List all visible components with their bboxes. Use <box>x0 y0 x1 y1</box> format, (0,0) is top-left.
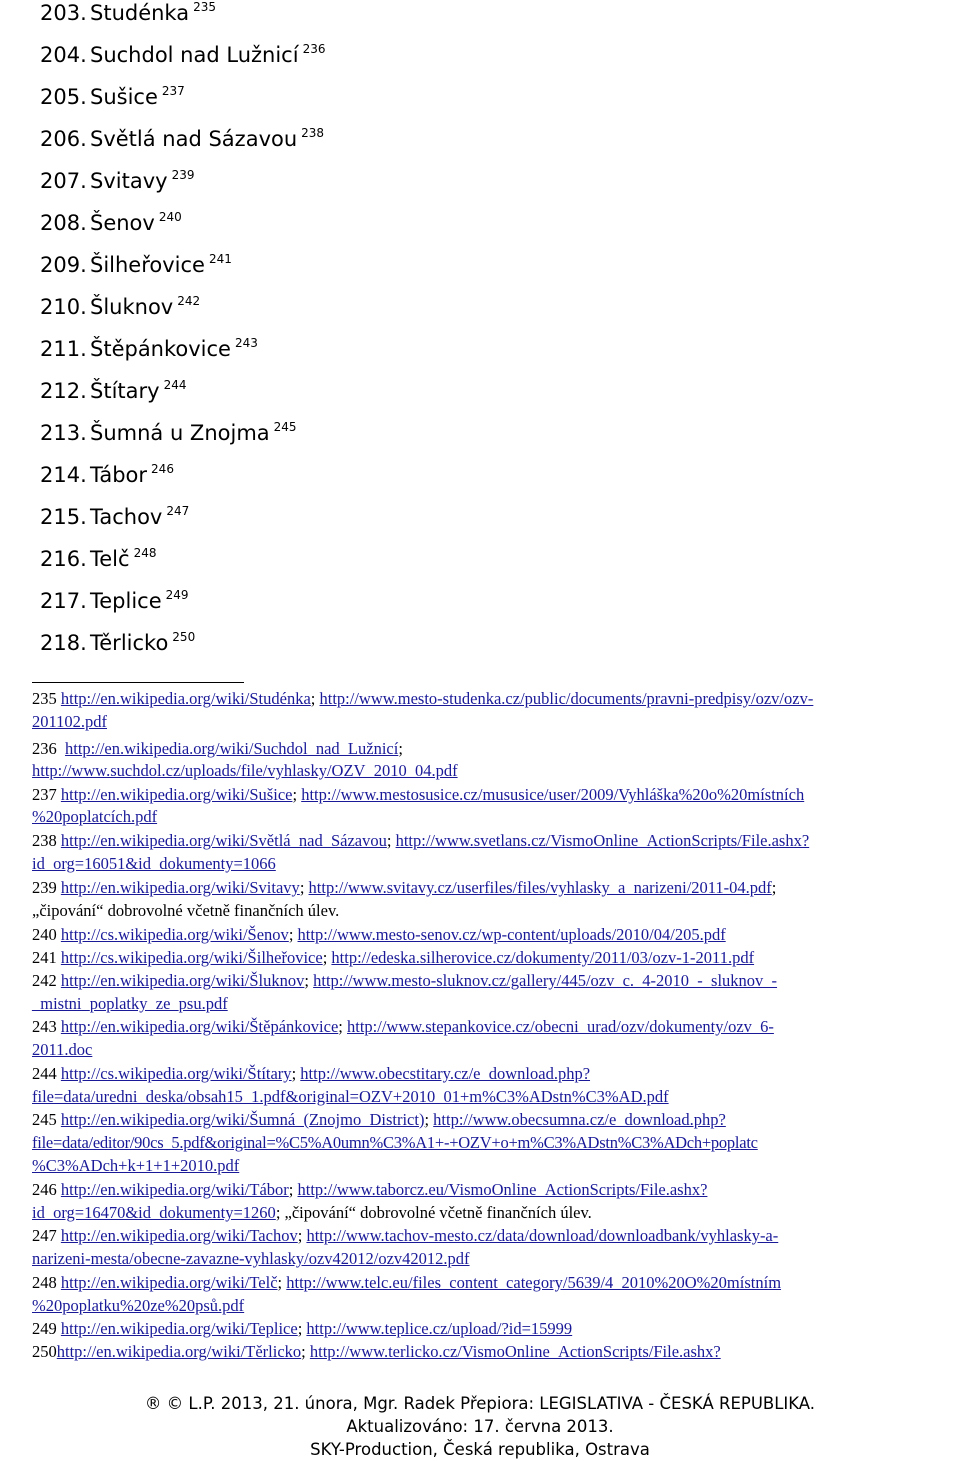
footnote-238-cont <box>32 853 276 875</box>
footnote-number: 247 <box>32 1226 57 1245</box>
wikipedia-link[interactable]: http://en.wikipedia.org/wiki/Suchdol_nad_Lužnicí <box>65 739 399 758</box>
wikipedia-link[interactable]: http://en.wikipedia.org/wiki/Tábor <box>60 1180 289 1199</box>
footnote-number: 235 <box>32 689 57 708</box>
list-item <box>40 630 195 659</box>
footnote-236-cont <box>32 760 458 782</box>
footnote-245-cont <box>32 1132 758 1154</box>
page-footer <box>0 1392 960 1461</box>
item-number: 209. <box>40 253 87 277</box>
list-item <box>40 252 232 281</box>
footnote-236: 236 http://en.wikipedia.org/wiki/Suchdol_nad_Lužnicí; <box>32 739 403 758</box>
footnote-235-cont <box>32 711 107 733</box>
list-item <box>40 336 258 365</box>
item-number: 213. <box>40 421 87 445</box>
source-link[interactable]: http://www.teplice.cz/upload/?id=15999 <box>306 1319 573 1338</box>
footnote-number: 248 <box>32 1273 57 1292</box>
copyright-line: ® © L.P. 2013, 21. února, Mgr. Radek Přepiora: LEGISLATIVA - ČESKÁ REPUBLIKA. <box>144 1394 816 1413</box>
source-link-cont[interactable]: 201102.pdf <box>32 712 108 731</box>
footnote-ref[interactable]: 240 <box>158 210 182 224</box>
wikipedia-link[interactable]: http://cs.wikipedia.org/wiki/Štítary <box>60 1064 292 1083</box>
list-item <box>40 504 189 533</box>
footnote-250: 250http://en.wikipedia.org/wiki/Těrlicko; http://www.terlicko.cz/VismoOnline_ActionScripts/File.ashx? <box>32 1342 721 1361</box>
item-number: 216. <box>40 547 87 571</box>
list-item <box>40 294 200 323</box>
footnote-number: 246 <box>32 1180 57 1199</box>
footnote-note: „čipování“ dobrovolné včetně finančních úlev. <box>284 1203 592 1222</box>
footnote-number: 238 <box>32 831 57 850</box>
source-link[interactable]: http://www.tachov-mesto.cz/data/download/downloadbank/vyhlasky-a- <box>306 1226 779 1245</box>
footnote-ref[interactable]: 241 <box>208 252 232 266</box>
footnote-number: 241 <box>32 948 57 967</box>
item-name: Suchdol nad Lužnicí <box>90 43 299 67</box>
source-link-cont[interactable]: %20poplatcích.pdf <box>32 807 158 826</box>
footnote-239: 239 http://en.wikipedia.org/wiki/Svitavy; http://www.svitavy.cz/userfiles/files/vyhlasky_a_narizeni/2011-04.pdf; <box>32 878 777 897</box>
source-link[interactable]: http://www.stepankovice.cz/obecni_urad/ozv/dokumenty/ozv_6- <box>347 1017 774 1036</box>
footnote-number: 243 <box>32 1017 57 1036</box>
item-number: 208. <box>40 211 87 235</box>
footnote-244-cont <box>32 1086 669 1108</box>
source-link[interactable]: http://www.mesto-studenka.cz/public/documents/pravni-predpisy/ozv/ozv- <box>319 689 814 708</box>
source-link[interactable]: http://www.svitavy.cz/userfiles/files/vyhlasky_a_narizeni/2011-04.pdf <box>308 878 772 897</box>
item-name: Šenov <box>90 211 155 235</box>
item-name: Telč <box>90 547 130 571</box>
footnote-237: 237 http://en.wikipedia.org/wiki/Sušice; http://www.mestosusice.cz/mususice/user/2009/Vyhláška%20o%20místních <box>32 785 805 804</box>
item-name: Šluknov <box>90 295 174 319</box>
wikipedia-link[interactable]: http://en.wikipedia.org/wiki/Štěpánkovice <box>60 1017 339 1036</box>
wikipedia-link[interactable]: http://cs.wikipedia.org/wiki/Šenov <box>60 925 289 944</box>
footnote-ref[interactable]: 249 <box>165 588 189 602</box>
source-link-cont[interactable]: %C3%ADch+k+1+1+2010.pdf <box>32 1156 240 1175</box>
footnote-ref[interactable]: 237 <box>161 84 185 98</box>
footnote-ref[interactable]: 242 <box>177 294 201 308</box>
footnote-ref[interactable]: 238 <box>301 126 325 140</box>
wikipedia-link[interactable]: http://en.wikipedia.org/wiki/Světlá_nad_Sázavou <box>60 831 387 850</box>
source-link-cont[interactable]: file=data/uredni_deska/obsah15_1.pdf&original=OZV+2010_01+m%C3%ADstn%C3%AD.pdf <box>32 1087 669 1106</box>
footnote-ref[interactable]: 236 <box>302 42 326 56</box>
source-link-cont[interactable]: file=data/editor/90cs_5.pdf&original=%C5%A0umn%C3%A1+-+OZV+o+m%C3%ADstn%C3%ADch+poplatc <box>32 1133 758 1152</box>
footnote-number: 250 <box>32 1342 57 1361</box>
source-link[interactable]: http://www.obecsumna.cz/e_download.php? <box>433 1110 726 1129</box>
source-link[interactable]: http://edeska.silherovice.cz/dokumenty/2011/03/ozv-1-2011.pdf <box>331 948 755 967</box>
footnote-ref[interactable]: 244 <box>163 378 187 392</box>
source-link-cont[interactable]: id_org=16470&id_dokumenty=1260 <box>32 1203 276 1222</box>
wikipedia-link[interactable]: http://en.wikipedia.org/wiki/Šluknov <box>60 971 305 990</box>
item-name: Tábor <box>90 463 148 487</box>
source-link[interactable]: http://www.svetlans.cz/VismoOnline_ActionScripts/File.ashx? <box>395 831 810 850</box>
item-name: Teplice <box>90 589 162 613</box>
wikipedia-link[interactable]: http://en.wikipedia.org/wiki/Tachov <box>60 1226 298 1245</box>
item-number: 215. <box>40 505 87 529</box>
footnote-ref[interactable]: 247 <box>166 504 190 518</box>
source-link[interactable]: http://www.obecstitary.cz/e_download.php? <box>300 1064 591 1083</box>
wikipedia-link[interactable]: http://en.wikipedia.org/wiki/Šumná_(Znojmo_District) <box>60 1110 425 1129</box>
item-name: Štěpánkovice <box>90 337 231 361</box>
list-item <box>40 210 182 239</box>
item-name: Štítary <box>90 379 160 403</box>
source-link[interactable]: http://www.telc.eu/files_content_category/5639/4_2010%20O%20místním <box>286 1273 782 1292</box>
footnote-249: 249 http://en.wikipedia.org/wiki/Teplice; http://www.teplice.cz/upload/?id=15999 <box>32 1319 573 1338</box>
item-number: 207. <box>40 169 87 193</box>
footnote-number: 240 <box>32 925 57 944</box>
item-number: 210. <box>40 295 87 319</box>
footnote-240: 240 http://cs.wikipedia.org/wiki/Šenov; http://www.mesto-senov.cz/wp-content/uploads/2010/04/205.pdf <box>32 925 726 944</box>
footnote-238: 238 http://en.wikipedia.org/wiki/Světlá_nad_Sázavou; http://www.svetlans.cz/VismoOnline_ActionScripts/File.ashx? <box>32 831 810 850</box>
footnote-number: 245 <box>32 1110 57 1129</box>
source-link[interactable]: http://www.taborcz.eu/VismoOnline_ActionScripts/File.ashx? <box>297 1180 708 1199</box>
item-name: Sušice <box>90 85 158 109</box>
producer-line: SKY-Production, Česká republika, Ostrava <box>310 1440 650 1459</box>
source-link-cont[interactable]: id_org=16051&id_dokumenty=1066 <box>32 854 276 873</box>
footnote-246-cont: id_org=16470&id_dokumenty=1260; „čipování“ dobrovolné včetně finančních úlev. <box>32 1203 592 1222</box>
item-number: 203. <box>40 1 87 25</box>
footnote-ref[interactable]: 235 <box>193 0 216 14</box>
source-link[interactable]: http://www.mesto-senov.cz/wp-content/uploads/2010/04/205.pdf <box>297 925 726 944</box>
footnote-243: 243 http://en.wikipedia.org/wiki/Štěpánkovice; http://www.stepankovice.cz/obecni_urad/ozv/dokumenty/ozv_6- <box>32 1017 774 1036</box>
source-link[interactable]: http://www.mesto-sluknov.cz/gallery/445/ozv_c._4-2010_-_sluknov_- <box>313 971 778 990</box>
footnote-242-cont <box>32 993 228 1015</box>
footnote-ref[interactable]: 250 <box>172 630 196 644</box>
item-name: Studénka <box>90 1 190 25</box>
footnote-241: 241 http://cs.wikipedia.org/wiki/Šilheřovice; http://edeska.silherovice.cz/dokumenty/2011/03/ozv-1-2011.pdf <box>32 948 755 967</box>
footnote-237-cont <box>32 806 157 828</box>
footnote-ref[interactable]: 246 <box>151 462 174 476</box>
footnote-number: 244 <box>32 1064 57 1083</box>
list-item <box>40 84 185 113</box>
item-name: Svitavy <box>90 169 168 193</box>
source-link[interactable]: http://www.terlicko.cz/VismoOnline_ActionScripts/File.ashx? <box>309 1342 721 1361</box>
footnote-243-cont <box>32 1039 92 1061</box>
footnote-248-cont <box>32 1295 244 1317</box>
item-name: Těrlicko <box>90 631 169 655</box>
list-item <box>40 42 325 71</box>
footnote-242: 242 http://en.wikipedia.org/wiki/Šluknov; http://www.mesto-sluknov.cz/gallery/445/ozv_c._4-2010_-_sluknov_- <box>32 971 778 990</box>
footnote-ref[interactable]: 248 <box>133 546 157 560</box>
footnote-number: 236 <box>32 739 57 758</box>
footnote-239-cont <box>32 900 339 922</box>
item-number: 205. <box>40 85 87 109</box>
list-item <box>40 546 156 575</box>
item-name: Tachov <box>90 505 163 529</box>
list-item <box>40 168 194 197</box>
source-link-cont[interactable]: %20poplatku%20ze%20psů.pdf <box>32 1296 245 1315</box>
footnote-ref[interactable]: 245 <box>273 420 297 434</box>
footnote-ref[interactable]: 239 <box>171 168 195 182</box>
list-item <box>40 126 324 155</box>
item-number: 218. <box>40 631 87 655</box>
item-number: 206. <box>40 127 87 151</box>
footnote-number: 242 <box>32 971 57 990</box>
list-item <box>40 588 189 617</box>
wikipedia-link[interactable]: http://en.wikipedia.org/wiki/Telč <box>60 1273 278 1292</box>
updated-line: Aktualizováno: 17. června 2013. <box>346 1417 614 1436</box>
list-item <box>40 378 186 407</box>
footnote-note: „čipování“ dobrovolné včetně finančních úlev. <box>32 901 340 920</box>
footnote-248: 248 http://en.wikipedia.org/wiki/Telč; http://www.telc.eu/files_content_category/5639/4_2010%20O%20místním <box>32 1273 782 1292</box>
footnote-separator <box>32 682 244 683</box>
list-item <box>40 420 297 449</box>
source-link-cont[interactable]: narizeni-mesta/obecne-zavazne-vyhlasky/ozv42012/ozv42012.pdf <box>32 1249 470 1268</box>
list-item <box>40 0 216 29</box>
source-link[interactable]: http://www.mestosusice.cz/mususice/user/2009/Vyhláška%20o%20místních <box>301 785 805 804</box>
item-number: 211. <box>40 337 87 361</box>
list-item <box>40 462 174 491</box>
footnote-246: 246 http://en.wikipedia.org/wiki/Tábor; http://www.taborcz.eu/VismoOnline_ActionScripts/File.ashx? <box>32 1180 708 1199</box>
wikipedia-link[interactable]: http://en.wikipedia.org/wiki/Těrlicko <box>56 1342 302 1361</box>
footnote-247: 247 http://en.wikipedia.org/wiki/Tachov; http://www.tachov-mesto.cz/data/download/downloadbank/vyhlasky-a- <box>32 1226 779 1245</box>
footnote-number: 237 <box>32 785 57 804</box>
source-link-cont[interactable]: _mistni_poplatky_ze_psu.pdf <box>32 994 228 1013</box>
wikipedia-link[interactable]: http://en.wikipedia.org/wiki/Svitavy <box>60 878 300 897</box>
wikipedia-link[interactable]: http://cs.wikipedia.org/wiki/Šilheřovice <box>60 948 323 967</box>
footnote-247-cont <box>32 1248 470 1270</box>
footnote-number: 239 <box>32 878 57 897</box>
footnote-235: 235 http://en.wikipedia.org/wiki/Studénka; http://www.mesto-studenka.cz/public/documents/pravni-predpisy/ozv/ozv- <box>32 689 814 708</box>
source-link[interactable]: http://www.suchdol.cz/uploads/file/vyhlasky/OZV_2010_04.pdf <box>32 761 458 780</box>
item-number: 214. <box>40 463 87 487</box>
item-number: 217. <box>40 589 87 613</box>
item-name: Šilheřovice <box>90 253 205 277</box>
footnote-ref[interactable]: 243 <box>234 336 258 350</box>
wikipedia-link[interactable]: http://en.wikipedia.org/wiki/Studénka <box>60 689 311 708</box>
footnote-number: 249 <box>32 1319 57 1338</box>
source-link-cont[interactable]: 2011.doc <box>32 1040 93 1059</box>
item-number: 204. <box>40 43 87 67</box>
item-number: 212. <box>40 379 87 403</box>
footnote-244: 244 http://cs.wikipedia.org/wiki/Štítary; http://www.obecstitary.cz/e_download.php? <box>32 1064 591 1083</box>
footnote-245: 245 http://en.wikipedia.org/wiki/Šumná_(Znojmo_District); http://www.obecsumna.cz/e_download.php? <box>32 1110 726 1129</box>
item-name: Šumná u Znojma <box>90 421 270 445</box>
wikipedia-link[interactable]: http://en.wikipedia.org/wiki/Teplice <box>60 1319 298 1338</box>
wikipedia-link[interactable]: http://en.wikipedia.org/wiki/Sušice <box>60 785 293 804</box>
item-name: Světlá nad Sázavou <box>90 127 298 151</box>
footnote-245-cont2 <box>32 1155 239 1177</box>
